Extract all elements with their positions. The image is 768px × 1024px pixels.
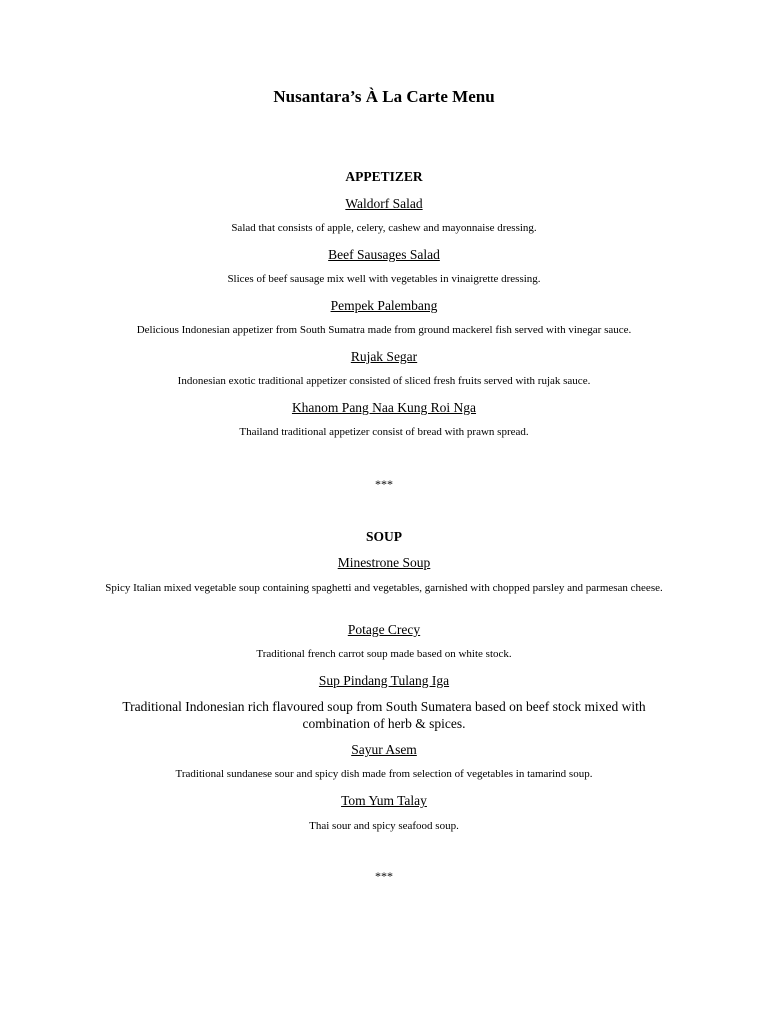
soup-heading: SOUP [365, 529, 402, 544]
menu-item [0, 348, 768, 366]
menu-item [0, 621, 768, 639]
dish-name: Sayur Asem [351, 742, 417, 757]
menu-item-desc [0, 374, 768, 389]
dish-description: Slices of beef sausage mix well with vegetables in vinaigrette dressing. [227, 273, 541, 285]
menu-item-desc [0, 272, 768, 287]
menu-item-desc [0, 221, 768, 236]
menu-item-desc [0, 581, 768, 596]
dish-description: Thailand traditional appetizer consist of bread with prawn spread. [239, 426, 529, 438]
menu-item [0, 792, 768, 810]
section-separator [0, 477, 768, 491]
menu-item [0, 195, 768, 213]
menu-title: Nusantara’s À La Carte Menu [273, 87, 495, 106]
dish-name: Khanom Pang Naa Kung Roi Nga [291, 400, 477, 415]
dish-description: Indonesian exotic traditional appetizer consisted of sliced fresh fruits served with rujak sauce. [177, 375, 591, 387]
soup-section [0, 528, 768, 546]
menu-item-desc [0, 323, 768, 338]
menu-item [0, 672, 768, 690]
menu-item-desc [0, 767, 768, 782]
menu-item [0, 297, 768, 315]
section-separator [0, 869, 768, 883]
dish-name: Potage Crecy [347, 622, 421, 637]
separator-stars: *** [375, 869, 393, 883]
menu-item-desc [0, 425, 768, 440]
dish-name: Minestrone Soup [337, 555, 431, 570]
dish-name: Rujak Segar [350, 349, 418, 364]
dish-description: Traditional french carrot soup made based on white stock. [256, 648, 512, 660]
dish-name: Sup Pindang Tulang Iga [318, 673, 450, 688]
dish-name: Waldorf Salad [345, 196, 423, 211]
appetizer-section [0, 168, 768, 186]
menu-item-desc [0, 647, 768, 662]
menu-item-desc [0, 819, 768, 834]
dish-description: Delicious Indonesian appetizer from South Sumatra made from ground mackerel fish served with vinegar sauce. [136, 324, 632, 336]
dish-name: Pempek Palembang [330, 298, 438, 313]
dish-description: Thai sour and spicy seafood soup. [309, 820, 459, 832]
menu-item [0, 399, 768, 417]
appetizer-heading: APPETIZER [345, 169, 423, 184]
dish-description: Traditional Indonesian rich flavoured soup from South Sumatera based on beef stock mixed with combination of herb & spices. [122, 699, 646, 731]
menu-item-desc [0, 698, 768, 732]
dish-description: Traditional sundanese sour and spicy dish made from selection of vegetables in tamarind soup. [175, 768, 593, 780]
dish-description: Salad that consists of apple, celery, cashew and mayonnaise dressing. [231, 222, 537, 234]
menu-item [0, 741, 768, 759]
menu-item [0, 554, 768, 572]
menu-item [0, 246, 768, 264]
separator-stars: *** [375, 477, 393, 491]
dish-name: Tom Yum Talay [341, 793, 427, 808]
dish-description: Spicy Italian mixed vegetable soup containing spaghetti and vegetables, garnished with chopped parsley and parmesan cheese. [105, 582, 663, 594]
dish-name: Beef Sausages Salad [328, 247, 440, 262]
